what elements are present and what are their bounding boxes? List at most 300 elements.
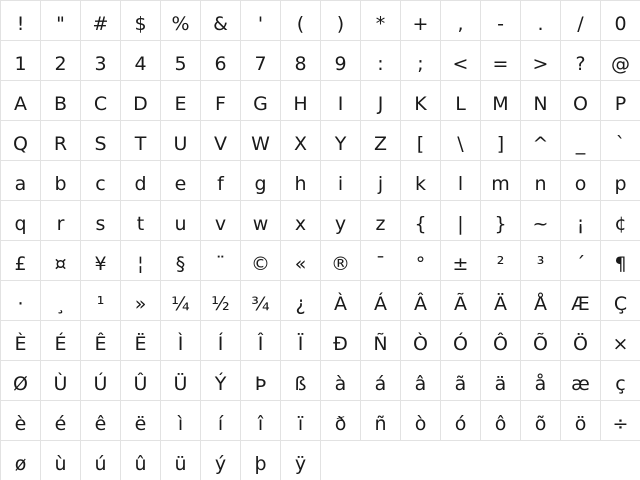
glyph: Ë [134, 333, 147, 355]
glyph: õ [534, 413, 547, 435]
glyph-cell [41, 441, 81, 480]
glyph: Ú [93, 373, 108, 395]
charmap-row [1, 401, 640, 441]
glyph: ó [454, 413, 467, 435]
glyph: $ [134, 13, 147, 35]
glyph: Ô [493, 333, 508, 355]
glyph: # [92, 13, 109, 35]
glyph: O [573, 93, 588, 115]
glyph-cell [401, 281, 441, 321]
glyph-cell [441, 241, 481, 281]
glyph-cell [561, 121, 601, 161]
glyph-cell [121, 321, 161, 361]
glyph: X [293, 133, 308, 155]
glyph: / [577, 13, 584, 35]
glyph-cell [121, 441, 161, 480]
glyph: = [492, 53, 509, 75]
glyph-cell [281, 121, 321, 161]
glyph: Þ [254, 373, 267, 395]
glyph: S [94, 133, 107, 155]
glyph-cell [121, 201, 161, 241]
glyph-cell [561, 1, 601, 41]
glyph: û [134, 453, 147, 475]
glyph-cell [1, 321, 41, 361]
glyph: D [133, 93, 148, 115]
glyph: l [457, 173, 464, 195]
glyph-cell [121, 361, 161, 401]
glyph: ü [174, 453, 187, 475]
glyph-cell [361, 201, 401, 241]
glyph-cell [361, 281, 401, 321]
glyph-cell [601, 121, 640, 161]
glyph: ¯ [375, 253, 386, 275]
glyph-cell [241, 441, 281, 480]
glyph: è [14, 413, 27, 435]
glyph-cell [241, 81, 281, 121]
glyph: £ [14, 253, 27, 275]
glyph: o [574, 173, 587, 195]
glyph-cell [361, 1, 401, 41]
glyph-cell [41, 241, 81, 281]
glyph: ö [574, 413, 587, 435]
glyph-cell [601, 1, 640, 41]
glyph-cell [441, 401, 481, 441]
glyph-cell [81, 401, 121, 441]
glyph-cell [401, 361, 441, 401]
glyph: } [494, 213, 507, 235]
glyph-cell [321, 161, 361, 201]
glyph-cell [521, 281, 561, 321]
glyph: : [377, 53, 384, 75]
glyph: * [375, 13, 386, 35]
glyph: ® [331, 253, 350, 275]
glyph: U [173, 133, 188, 155]
glyph-cell [241, 241, 281, 281]
glyph: B [53, 93, 68, 115]
charmap-row [1, 441, 640, 480]
glyph: ~ [532, 213, 549, 235]
glyph: 6 [214, 53, 227, 75]
glyph: N [533, 93, 548, 115]
glyph: ¹ [96, 293, 105, 315]
glyph: Ñ [373, 333, 388, 355]
glyph: 9 [334, 53, 347, 75]
glyph-cell [441, 121, 481, 161]
glyph: M [492, 93, 509, 115]
glyph: J [377, 93, 384, 115]
glyph: ' [257, 13, 264, 35]
glyph: Â [414, 293, 427, 315]
glyph-cell [561, 81, 601, 121]
glyph: Q [13, 133, 28, 155]
glyph-cell [201, 281, 241, 321]
glyph: Æ [571, 293, 590, 315]
glyph-cell [401, 1, 441, 41]
glyph-cell [361, 321, 401, 361]
glyph: ÷ [612, 413, 629, 435]
glyph-cell [81, 361, 121, 401]
glyph: ë [134, 413, 147, 435]
glyph-cell [121, 281, 161, 321]
glyph-cell [241, 161, 281, 201]
glyph-cell [521, 321, 561, 361]
glyph: ¡ [576, 213, 585, 235]
glyph: å [534, 373, 547, 395]
glyph: ý [214, 453, 227, 475]
glyph: ä [494, 373, 507, 395]
glyph-cell [161, 41, 201, 81]
glyph: ¿ [295, 293, 306, 315]
glyph: s [95, 213, 106, 235]
glyph: ! [16, 13, 25, 35]
glyph-cell [481, 161, 521, 201]
glyph: Ó [453, 333, 468, 355]
charmap-row [1, 1, 640, 41]
charmap-row [1, 161, 640, 201]
glyph: 1 [14, 53, 27, 75]
charmap-row [1, 281, 640, 321]
glyph: Å [534, 293, 547, 315]
glyph-cell [41, 401, 81, 441]
glyph-cell [41, 41, 81, 81]
glyph-cell [441, 1, 481, 41]
glyph: @ [611, 53, 630, 75]
glyph-cell [81, 281, 121, 321]
glyph-cell [41, 361, 81, 401]
glyph-cell [121, 81, 161, 121]
glyph: ¦ [137, 253, 144, 275]
glyph: î [257, 413, 264, 435]
glyph-cell [281, 361, 321, 401]
glyph-cell [81, 161, 121, 201]
glyph: u [174, 213, 187, 235]
glyph: â [414, 373, 427, 395]
glyph-cell [561, 281, 601, 321]
glyph: Û [133, 373, 148, 395]
glyph: P [614, 93, 627, 115]
glyph-cell [321, 1, 361, 41]
glyph-cell [481, 41, 521, 81]
glyph: í [217, 413, 224, 435]
glyph: q [14, 213, 27, 235]
glyph: 4 [134, 53, 147, 75]
glyph: 3 [94, 53, 107, 75]
glyph-cell [561, 401, 601, 441]
glyph: ] [496, 133, 505, 155]
glyph: K [414, 93, 427, 115]
glyph-cell [601, 241, 640, 281]
glyph: { [414, 213, 427, 235]
glyph-cell [241, 281, 281, 321]
glyph-cell [1, 161, 41, 201]
glyph-cell [521, 121, 561, 161]
glyph: a [14, 173, 27, 195]
glyph: z [375, 213, 386, 235]
glyph-cell [81, 81, 121, 121]
glyph-cell [601, 41, 640, 81]
glyph: L [455, 93, 466, 115]
glyph: » [134, 293, 147, 315]
glyph-cell [121, 401, 161, 441]
glyph-cell [281, 1, 321, 41]
glyph-cell [161, 361, 201, 401]
glyph-cell [321, 241, 361, 281]
glyph: æ [571, 373, 590, 395]
glyph: G [253, 93, 268, 115]
glyph: \ [457, 133, 464, 155]
glyph: 8 [294, 53, 307, 75]
glyph-cell [401, 161, 441, 201]
glyph: ð [334, 413, 347, 435]
glyph-cell [241, 41, 281, 81]
glyph-cell [481, 201, 521, 241]
glyph-cell [521, 41, 561, 81]
glyph: ? [575, 53, 586, 75]
glyph-cell [41, 321, 81, 361]
glyph: à [334, 373, 347, 395]
glyph-cell [201, 441, 241, 480]
glyph: Y [334, 133, 347, 155]
glyph: ± [452, 253, 469, 275]
glyph-cell [361, 241, 401, 281]
glyph: É [54, 333, 67, 355]
glyph: R [53, 133, 68, 155]
glyph: v [214, 213, 227, 235]
glyph-cell [1, 1, 41, 41]
glyph-cell [1, 241, 41, 281]
glyph-cell [441, 321, 481, 361]
glyph-cell [601, 321, 640, 361]
glyph-cell [1, 281, 41, 321]
glyph-cell [1, 441, 41, 480]
glyph: ° [415, 253, 426, 275]
glyph: × [612, 333, 629, 355]
glyph: 0 [614, 13, 627, 35]
glyph-cell [201, 1, 241, 41]
glyph: Ä [494, 293, 507, 315]
glyph: | [457, 213, 464, 235]
glyph: Ü [173, 373, 188, 395]
glyph-cell [601, 201, 640, 241]
glyph-cell [441, 201, 481, 241]
glyph: Í [217, 333, 224, 355]
glyph-cell [361, 401, 401, 441]
glyph-cell [201, 361, 241, 401]
glyph: H [293, 93, 308, 115]
glyph: e [174, 173, 187, 195]
glyph: ù [54, 453, 67, 475]
glyph-cell [281, 161, 321, 201]
glyph: > [532, 53, 549, 75]
glyph: ò [414, 413, 427, 435]
glyph: + [412, 13, 429, 35]
glyph-cell [401, 401, 441, 441]
glyph-cell [521, 1, 561, 41]
glyph: k [414, 173, 426, 195]
glyph-cell [361, 161, 401, 201]
glyph-cell [561, 361, 601, 401]
glyph-cell [281, 81, 321, 121]
glyph: d [134, 173, 147, 195]
charmap-row [1, 81, 640, 121]
glyph-cell [321, 41, 361, 81]
charmap-row [1, 201, 640, 241]
glyph-cell [561, 241, 601, 281]
glyph-cell [81, 201, 121, 241]
glyph: Î [257, 333, 264, 355]
glyph: È [14, 333, 27, 355]
glyph: t [136, 213, 145, 235]
glyph-cell [601, 401, 640, 441]
glyph-cell [1, 81, 41, 121]
glyph-cell [161, 321, 201, 361]
glyph-cell [601, 81, 640, 121]
glyph: I [337, 93, 344, 115]
glyph: b [54, 173, 67, 195]
charmap-row [1, 241, 640, 281]
glyph: , [457, 13, 464, 35]
glyph: Ö [573, 333, 588, 355]
glyph-cell [561, 161, 601, 201]
glyph-cell [81, 321, 121, 361]
glyph: f [217, 173, 224, 195]
glyph-cell [521, 401, 561, 441]
glyph: Ê [94, 333, 107, 355]
glyph: ñ [374, 413, 387, 435]
glyph: ) [336, 13, 345, 35]
glyph-cell [241, 321, 281, 361]
charmap-row [1, 41, 640, 81]
glyph-cell [481, 241, 521, 281]
glyph: C [93, 93, 108, 115]
glyph-cell [1, 41, 41, 81]
glyph: © [251, 253, 270, 275]
glyph: · [17, 293, 24, 315]
glyph-cell [481, 401, 521, 441]
glyph: Ù [53, 373, 68, 395]
glyph: Ã [454, 293, 467, 315]
glyph: A [14, 93, 27, 115]
glyph-cell [361, 41, 401, 81]
glyph-cell [201, 321, 241, 361]
glyph-cell [521, 241, 561, 281]
glyph-cell [41, 81, 81, 121]
glyph-cell [41, 1, 81, 41]
glyph-cell [41, 161, 81, 201]
glyph: p [614, 173, 627, 195]
glyph-cell [41, 121, 81, 161]
glyph-cell [481, 81, 521, 121]
glyph-cell [361, 81, 401, 121]
glyph: Á [374, 293, 387, 315]
glyph: Ý [214, 373, 227, 395]
glyph-cell [121, 241, 161, 281]
glyph: ç [615, 373, 626, 395]
glyph-cell [321, 201, 361, 241]
glyph: < [452, 53, 469, 75]
glyph-cell [161, 441, 201, 480]
glyph: ¨ [215, 253, 226, 275]
glyph-cell [161, 201, 201, 241]
glyph-cell [481, 121, 521, 161]
glyph: i [337, 173, 344, 195]
glyph-cell [201, 161, 241, 201]
glyph-cell [281, 441, 321, 480]
glyph-cell [81, 441, 121, 480]
glyph-cell [201, 401, 241, 441]
glyph-cell [401, 121, 441, 161]
glyph-cell [401, 41, 441, 81]
glyph-cell [321, 281, 361, 321]
glyph-cell [1, 201, 41, 241]
glyph-cell [241, 121, 281, 161]
glyph: n [534, 173, 547, 195]
glyph: ÿ [294, 453, 307, 475]
glyph: Ï [297, 333, 304, 355]
glyph-cell [561, 201, 601, 241]
glyph-cell [441, 41, 481, 81]
glyph: 2 [54, 53, 67, 75]
glyph: c [95, 173, 106, 195]
glyph: ³ [536, 253, 545, 275]
glyph: ì [177, 413, 184, 435]
glyph: & [213, 13, 228, 35]
glyph-cell [161, 401, 201, 441]
glyph-cell [161, 81, 201, 121]
glyph: V [214, 133, 227, 155]
glyph: 5 [174, 53, 187, 75]
glyph: " [56, 13, 65, 35]
glyph-cell [1, 401, 41, 441]
glyph: ² [496, 253, 505, 275]
glyph: ^ [532, 133, 549, 155]
glyph: x [294, 213, 307, 235]
glyph: ¾ [251, 293, 270, 315]
glyph-cell [201, 121, 241, 161]
glyph-cell [401, 321, 441, 361]
glyph: ê [94, 413, 107, 435]
glyph: % [171, 13, 190, 35]
glyph: « [294, 253, 307, 275]
glyph: Õ [533, 333, 548, 355]
glyph-cell [41, 201, 81, 241]
charmap-row [1, 321, 640, 361]
glyph: F [215, 93, 226, 115]
glyph-cell [161, 1, 201, 41]
glyph-cell [281, 281, 321, 321]
glyph: á [374, 373, 387, 395]
glyph-cell [281, 401, 321, 441]
glyph-cell [321, 81, 361, 121]
glyph-cell [401, 201, 441, 241]
glyph-cell [81, 1, 121, 41]
glyph: _ [575, 133, 586, 155]
glyph-cell [441, 81, 481, 121]
glyph: ¶ [614, 253, 627, 275]
glyph-cell [561, 321, 601, 361]
glyph: w [252, 213, 269, 235]
glyph-cell [281, 41, 321, 81]
glyph-cell [1, 361, 41, 401]
glyph-cell [521, 361, 561, 401]
glyph-cell [81, 121, 121, 161]
glyph: Ð [333, 333, 348, 355]
glyph: ï [297, 413, 304, 435]
glyph-cell [601, 361, 640, 401]
glyph: Z [373, 133, 388, 155]
glyph: y [334, 213, 347, 235]
glyph: - [497, 13, 504, 35]
